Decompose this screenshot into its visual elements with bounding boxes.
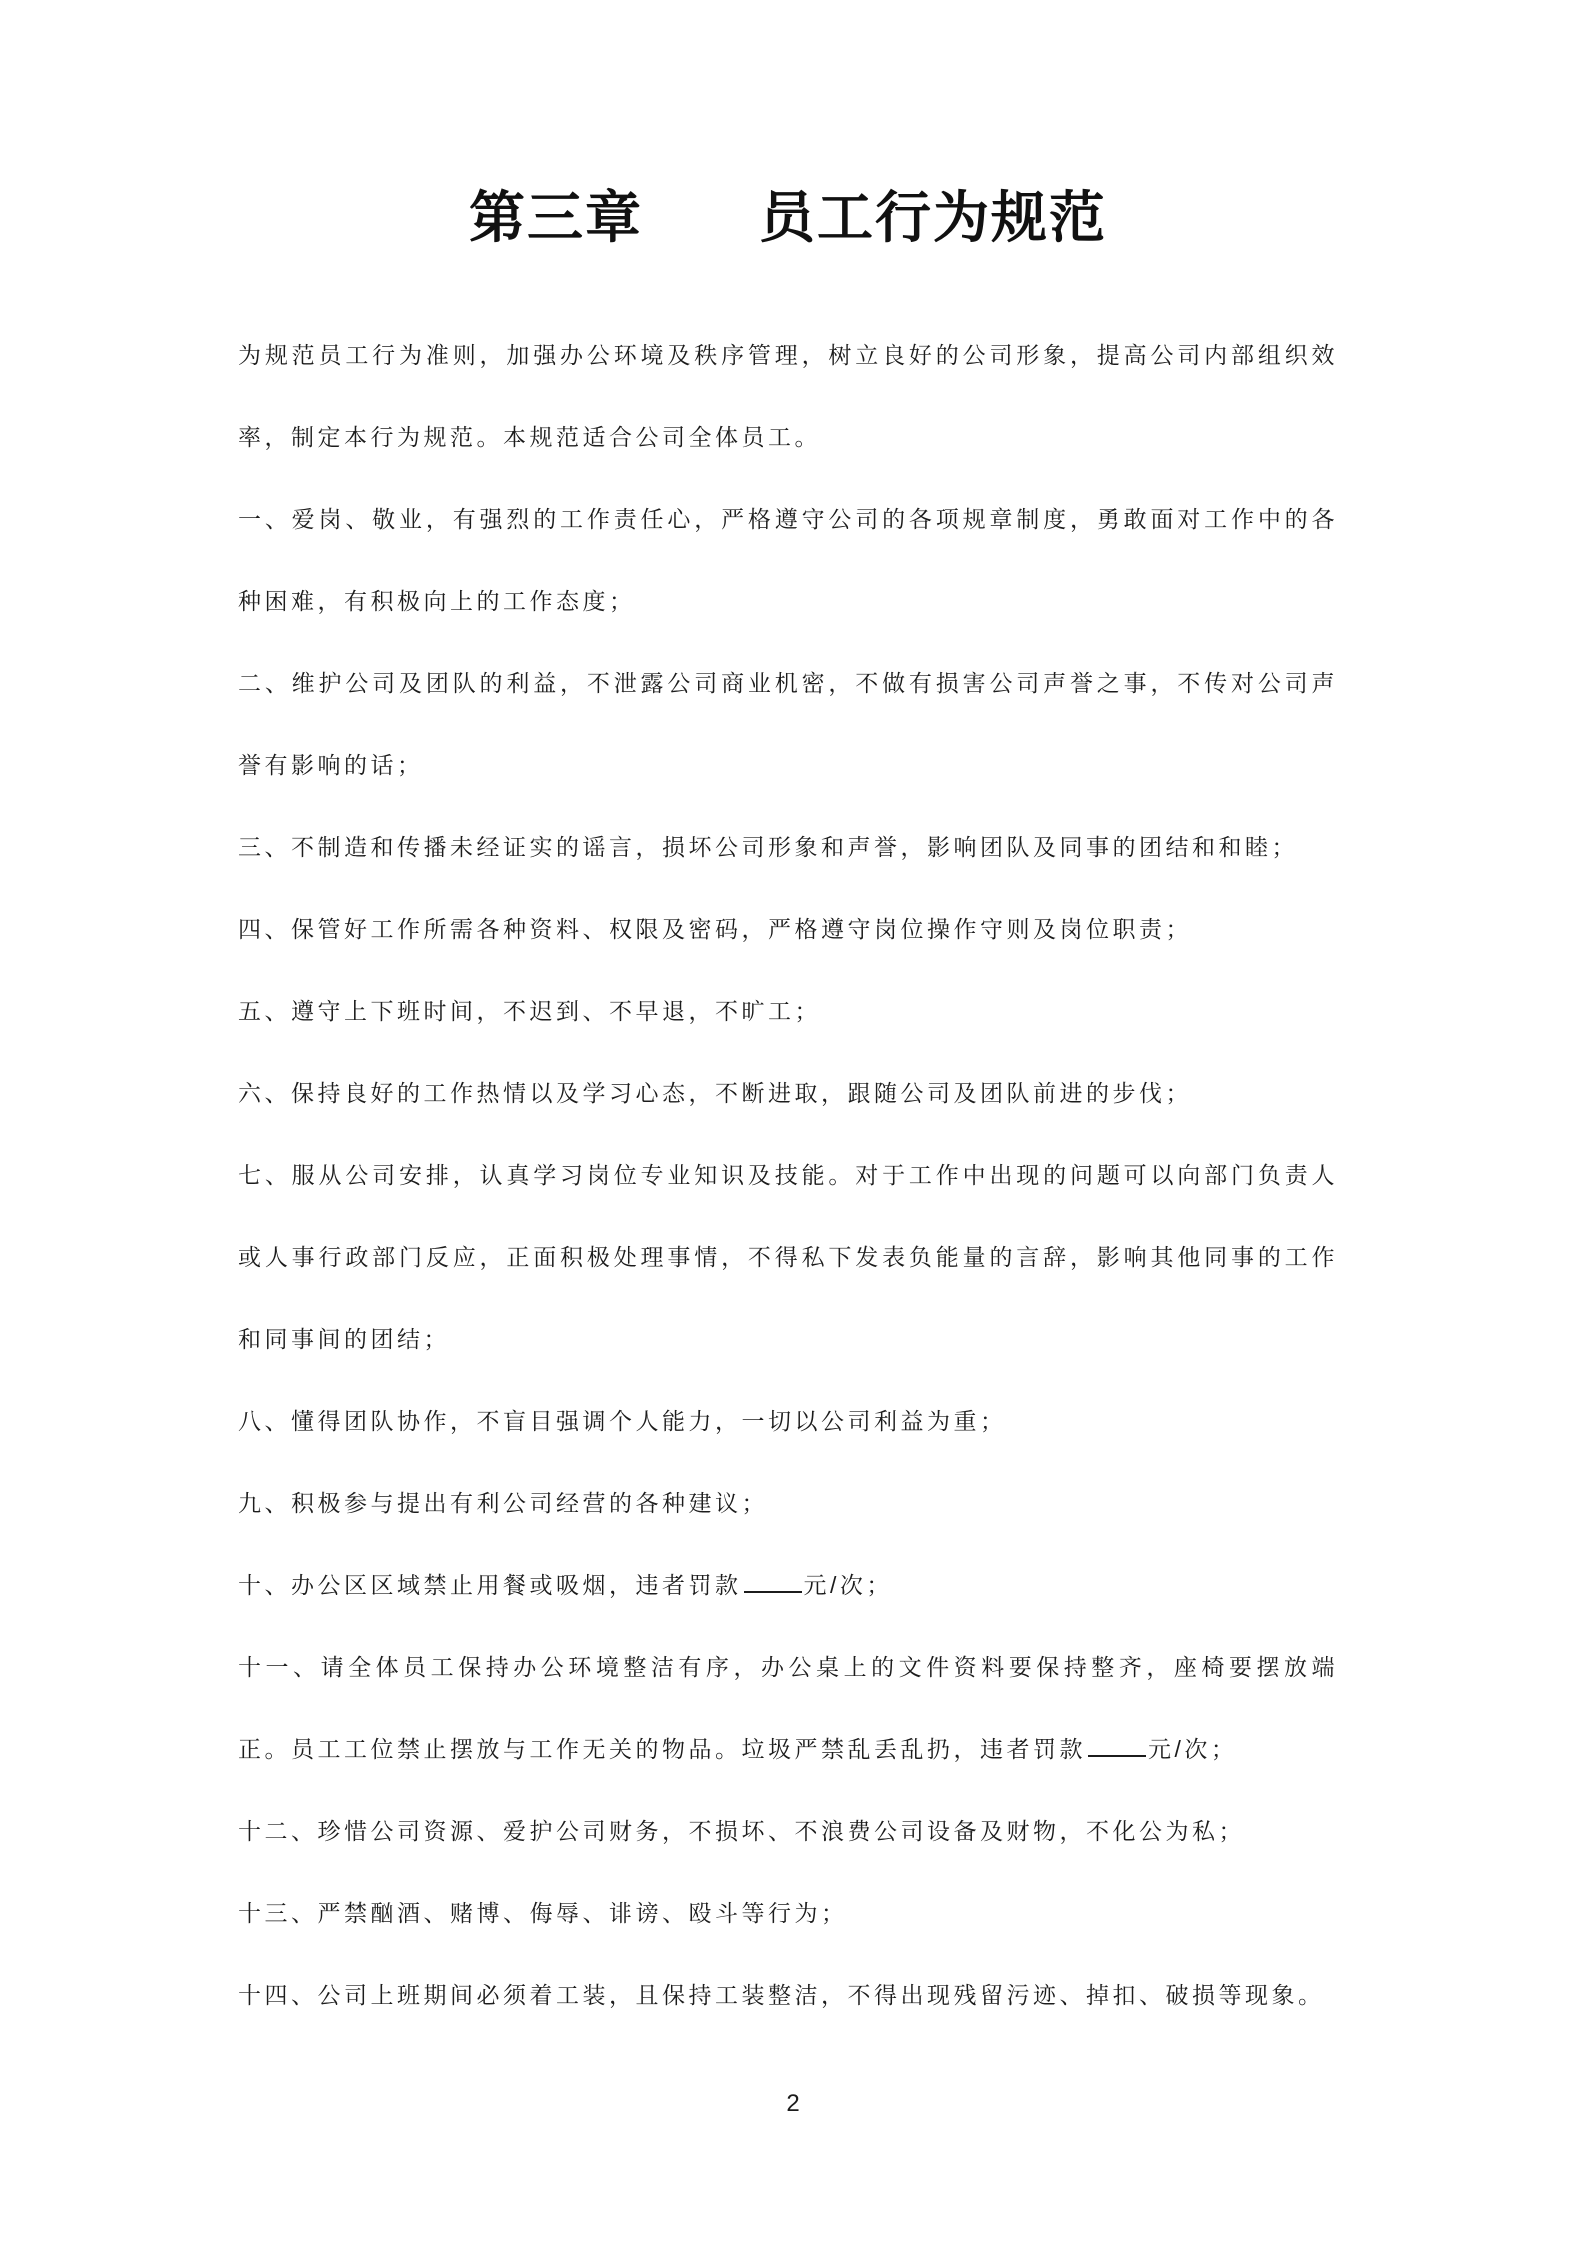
paragraph-11	[238, 1544, 1338, 1626]
paragraph-text: 二、维护公司及团队的利益，不泄露公司商业机密，不做有损害公司声誉之事，不传对公司声誉有影响的话；	[238, 670, 1338, 778]
paragraph-text: 十二、珍惜公司资源、爱护公司财务，不损坏、不浪费公司设备及财物，不化公为私；	[238, 1818, 1245, 1844]
paragraph-9	[238, 1380, 1338, 1462]
page-number: 2	[786, 2090, 800, 2117]
paragraph-text: 九、积极参与提出有利公司经营的各种建议；	[238, 1490, 768, 1516]
paragraph-text: 五、遵守上下班时间，不迟到、不早退，不旷工；	[238, 998, 821, 1024]
paragraph-text: 元/次；	[803, 1572, 893, 1598]
chapter-title: 第三章 员工行为规范	[469, 186, 1107, 249]
paragraph-10	[238, 1462, 1338, 1544]
paragraph-text: 三、不制造和传播未经证实的谣言，损坏公司形象和声誉，影响团队及同事的团结和和睦；	[238, 834, 1298, 860]
paragraph-text: 七、服从公司安排，认真学习岗位专业知识及技能。对于工作中出现的问题可以向部门负责人或人事行政部门反应，正面积极处理事情，不得私下发表负能量的言辞，影响其他同事的工作和同事间的团结；	[238, 1162, 1338, 1352]
paragraph-1	[238, 314, 1338, 478]
paragraph-text: 十三、严禁酗酒、赌博、侮辱、诽谤、殴斗等行为；	[238, 1900, 848, 1926]
paragraph-text: 为规范员工行为准则，加强办公环境及秩序管理，树立良好的公司形象，提高公司内部组织效率，制定本行为规范。本规范适合公司全体员工。	[238, 342, 1338, 450]
paragraph-8	[238, 1134, 1338, 1380]
paragraph-text: 八、懂得团队协作，不盲目强调个人能力，一切以公司利益为重；	[238, 1408, 1007, 1434]
paragraph-6	[238, 970, 1338, 1052]
paragraph-text: 一、爱岗、敬业，有强烈的工作责任心，严格遵守公司的各项规章制度，勇敢面对工作中的各种困难，有积极向上的工作态度；	[238, 506, 1338, 614]
paragraph-12	[238, 1626, 1338, 1790]
paragraph-text: 十、办公区区域禁止用餐或吸烟，违者罚款	[238, 1572, 742, 1598]
paragraph-14	[238, 1872, 1338, 1954]
fill-in-blank	[1088, 1732, 1146, 1757]
paragraph-4	[238, 806, 1338, 888]
paragraph-7	[238, 1052, 1338, 1134]
paragraph-5	[238, 888, 1338, 970]
paragraph-text: 十一、请全体员工保持办公环境整洁有序，办公桌上的文件资料要保持整齐，座椅要摆放端正。员工工位禁止摆放与工作无关的物品。垃圾严禁乱丢乱扔，违者罚款	[238, 1654, 1338, 1762]
document-body	[238, 314, 1338, 2036]
paragraph-text: 六、保持良好的工作热情以及学习心态，不断进取，跟随公司及团队前进的步伐；	[238, 1080, 1192, 1106]
paragraph-15	[238, 1954, 1338, 2036]
paragraph-2	[238, 478, 1338, 642]
paragraph-text: 十四、公司上班期间必须着工装，且保持工装整洁，不得出现残留污迹、掉扣、破损等现象。	[238, 1982, 1325, 2008]
paragraph-3	[238, 642, 1338, 806]
paragraph-text: 四、保管好工作所需各种资料、权限及密码，严格遵守岗位操作守则及岗位职责；	[238, 916, 1192, 942]
fill-in-blank	[744, 1568, 802, 1593]
paragraph-text: 元/次；	[1148, 1736, 1238, 1762]
paragraph-13	[238, 1790, 1338, 1872]
